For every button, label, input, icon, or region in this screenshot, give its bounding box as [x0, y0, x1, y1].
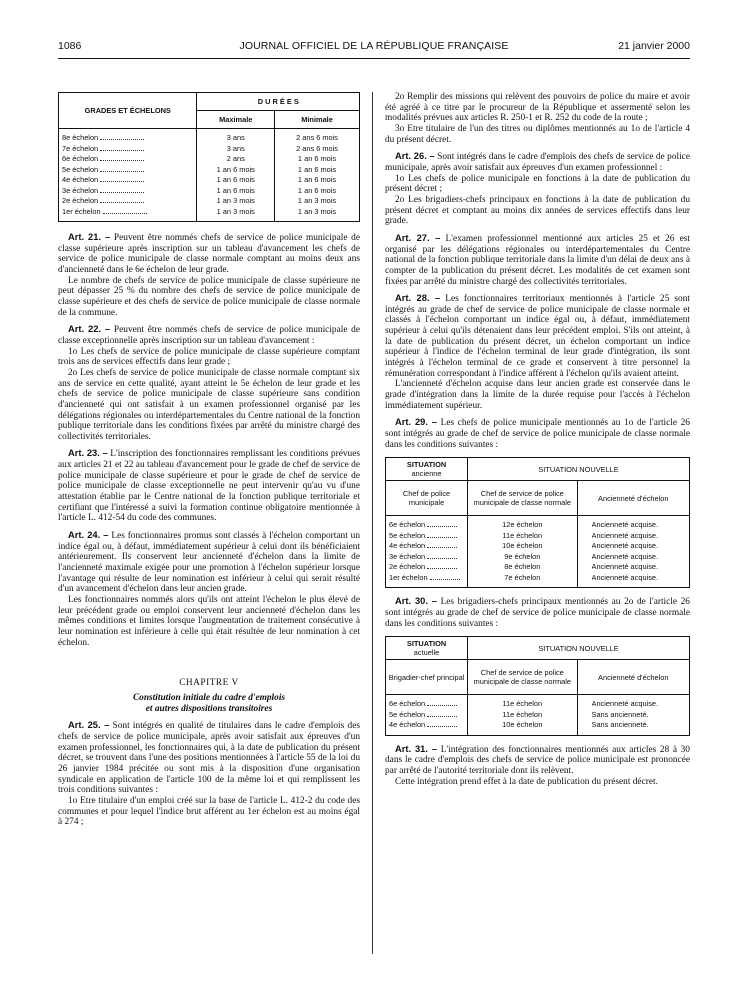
article-29-table [385, 457, 690, 588]
old-echelon-column [386, 695, 468, 736]
paragraph: 2o Remplir des missions qui relèvent des pouvoirs de police du maire et avoir été agréé à ce titre par le procureur de la République et assermenté selon les modalités prévues aux articles R. 250-1 et R. 252 du code de la route ; [385, 92, 690, 124]
article-26: Art. 26. – Sont intégrés dans le cadre d'emplois des chefs de service de police municipale, après avoir satisfait aux épreuves d'un examen professionnel : [385, 151, 690, 173]
table-row: 4e échelon [389, 541, 464, 552]
article-21: Art. 21. – Peuvent être nommés chefs de service de police municipale de classe supérieure après inscription sur un tableau d'avancement les chefs de service de police municipale de classe normale comptant au moins deux ans d'ancienneté dans le 6e échelon de leur grade. [58, 232, 360, 275]
durees-table [58, 92, 360, 222]
article-31: Art. 31. – L'intégration des fonctionnaires mentionnés aux articles 28 à 30 dans le cadre d'emplois des chefs de service de police municipale est prononcée par arrêté de l'autorité territoriale dont ils relèvent. [385, 743, 690, 777]
article-30-table [385, 636, 690, 736]
chapter-heading: CHAPITRE V [179, 678, 239, 689]
table-row: 5e échelon [389, 710, 464, 721]
col2-header: Chef de service de police municipale de classe normale [468, 481, 577, 516]
col-grades-header: GRADES ET ÉCHELONS [59, 93, 197, 129]
table-row: 3e échelon [389, 552, 464, 563]
table-row: 5e échelon [389, 531, 464, 542]
col2-header: Chef de service de police municipale de classe normale [468, 660, 577, 695]
table-row: 6e échelon [389, 520, 464, 531]
new-echelon-column: 11e échelon 11e échelon 10e échelon [468, 695, 577, 736]
chapter-title: et autres dispositions transitoires [145, 703, 273, 714]
paragraph: 2o Les brigadiers-chefs principaux en fonctions à la date de publication du présent décret et comptant au moins dix années de services effectifs dans leur grade. [385, 194, 690, 227]
nouvelle-header: SITUATION NOUVELLE [468, 637, 690, 660]
article-29: Art. 29. – Les chefs de police municipale mentionnés au 1o de l'article 26 sont intégrés au grade de chef de service de police municipale de classe normale dans les conditions suivantes : [385, 417, 690, 450]
nouvelle-header: SITUATION NOUVELLE [468, 458, 690, 481]
col1-header: Brigadier-chef principal [386, 660, 468, 695]
situation-header: SITUATION actuelle [386, 637, 468, 660]
table-row: 8e échelon [62, 133, 193, 144]
paragraph: 1o Les chefs de police municipale en fonctions à la date de publication du présent décret ; [385, 173, 690, 195]
situation-header: SITUATION ancienne [386, 458, 468, 481]
chapter-title: Constitution initiale du cadre d'emplois [132, 692, 286, 703]
left-column [58, 92, 360, 828]
new-echelon-column: 12e échelon 11e échelon 10e échelon 9e échelon 8e échelon 7e échelon [468, 516, 577, 588]
anciennete-column: Ancienneté acquise. Ancienneté acquise. Ancienneté acquise. Ancienneté acquise. Ancienneté acquise. Ancienneté acquise. [577, 516, 689, 588]
col1-header: Chef de police municipale [386, 481, 468, 516]
max-column: 3 ans 3 ans 2 ans 1 an 6 mois 1 an 6 mois 1 an 6 mois 1 an 3 mois 1 an 3 mois [197, 129, 275, 222]
paragraph: Les fonctionnaires nommés alors qu'ils ont atteint l'échelon le plus élevé de leur précédent grade ou emploi conservent leur ancienneté d'échelon dans les mêmes conditions et limites lorsque l'augmentation de traitement consécutive à leur nomination est inférieure à celle qui était résultée de leur nomination à cet échelon. [58, 595, 360, 648]
table-row: 6e échelon [389, 699, 464, 710]
paragraph: 3o Etre titulaire de l'un des titres ou diplômes mentionnés au 1o de l'article 4 du présent décret. [385, 123, 690, 145]
page-header [58, 40, 690, 54]
table-row: 2e échelon [62, 196, 193, 207]
paragraph: Le nombre de chefs de service de police municipale de classe supérieure ne peut dépasser 25 % du nombre des chefs de service de police municipale de classe supérieure et des chefs de service de police municipale de classe normale de la commune. [58, 275, 360, 318]
paragraph: L'ancienneté d'échelon acquise dans leur ancien grade est conservée dans le grade d'intégration dans la limite de la durée requise pour l'accès à l'échelon immédiatement supérieur. [385, 379, 690, 411]
col3-header: Ancienneté d'échelon [577, 481, 689, 516]
table-row: 2e échelon [389, 562, 464, 573]
table-row: 6e échelon [62, 154, 193, 165]
paragraph: 2o Les chefs de service de police municipale de classe normale comptant six ans de service en cette qualité, ayant atteint le 5e échelon de leur grade et les chefs de service de police municipale de classe supérieure sans condition d'ancienneté qui ont satisfait à un examen professionnel organisé par les délégations régionales ou interdépartementales du Centre national de la fonction publique territoriale dans les conditions fixées par arrêté du ministre chargé des collectivités territoriales. [58, 367, 360, 442]
paragraph: 1o Etre titulaire d'un emploi créé sur la base de l'article L. 412-2 du code des communes et pour lequel l'indice brut afférent au 1er échelon est au moins égal à 274 ; [58, 795, 360, 828]
article-23: Art. 23. – L'inscription des fonctionnaires remplissant les conditions prévues aux articles 21 et 22 au tableau d'avancement pour le grade de chef de service de police municipale de classe supérieure et pour le grade de chef de service de police municipale de classe exceptionnelle ne peut intervenir qu'au vu d'une attestation établie par le Centre national de la fonction publique territoriale et certifiant que l'intéressé a suivi la formation continue obligatoire mentionnée à l'article L. 412-54 du code des communes. [58, 448, 360, 524]
table-row: 7e échelon [62, 144, 193, 155]
table-row: 3e échelon [62, 186, 193, 197]
paragraph: Cette intégration prend effet à la date de publication du présent décret. [395, 776, 658, 787]
right-column [385, 92, 690, 787]
table-row: 5e échelon [62, 165, 193, 176]
article-22: Art. 22. – Peuvent être nommés chefs de service de police municipale de classe exceptionnelle après inscription sur un tableau d'avancement : [58, 324, 360, 346]
col-durees-header: D U R É E S [197, 93, 360, 111]
table-row: 4e échelon [62, 175, 193, 186]
old-echelon-column [386, 516, 468, 588]
min-column: 2 ans 6 mois 2 ans 6 mois 1 an 6 mois 1 an 6 mois 1 an 6 mois 1 an 6 mois 1 an 3 mois 1 an 3 mois [275, 129, 360, 222]
article-27: Art. 27. – L'examen professionnel mentionné aux articles 25 et 26 est organisé par les délégations régionales ou interdépartementales du Centre national de la fonction publique territoriale dans la limite d'un délai de deux ans à compter de la publication du présent décret. Les modalités de cet examen sont fixées par arrêté du ministre chargé des collectivités territoriales. [385, 232, 690, 287]
anciennete-column: Ancienneté acquise. Sans ancienneté. Sans ancienneté. [577, 695, 689, 736]
page-number: 1086 [58, 40, 82, 52]
article-28: Art. 28. – Les fonctionnaires territoriaux mentionnés à l'article 25 sont intégrés au grade de chef de service de police municipale de classe normale et classés à l'échelon comportant un indice égal ou, à défaut, immédiatement supérieur à celui qu'ils détenaient dans leur précédent emploi. S'ils ont atteint, à la date de publication du présent décret, un échelon comportant un indice supérieur à l'indice de l'échelon terminal de leur grade d'intégration, ils sont intégrés à l'échelon terminal de ce grade et conservent à titre personnel la rémunération correspondant à l'indice afférent à l'échelon qu'ils avaient atteint. [385, 293, 690, 379]
paragraph: 1o Les chefs de service de police municipale de classe supérieure comptant trois ans de services effectifs dans leur grade ; [58, 346, 360, 368]
article-25: Art. 25. – Sont intégrés en qualité de titulaires dans le cadre d'emplois des chefs de service de police municipale, après avoir satisfait aux épreuves d'un examen professionnel, les fonctionnaires qui, à la date de publication du présent décret, se trouvent dans l'une des positions mentionnées à l'article 55 de la loi du 26 janvier 1984 précitée ou sont mis à la disposition d'une organisation syndicale en application de l'article 100 de la même loi et qui remplissent les trois conditions suivantes : [58, 720, 360, 796]
header-rule [58, 58, 690, 59]
article-24: Art. 24. – Les fonctionnaires promus sont classés à l'échelon comportant un indice égal ou, à défaut, immédiatement supérieur à celui dont ils bénéficiaient antérieurement. Ils conservent leur ancienneté d'échelon dans la limite de l'ancienneté maximale exigée pour une promotion à l'échelon supérieur lorsque l'avantage qui résulte de leur nomination est inférieur à celui qui serait résulté d'un avancement d'échelon dans leur ancien grade. [58, 530, 360, 595]
table-row: 1er échelon [389, 573, 464, 584]
table-row: 1er échelon [62, 207, 193, 218]
column-separator [372, 92, 373, 954]
col-min-header: Minimale [275, 111, 360, 129]
issue-date: 21 janvier 2000 [618, 40, 690, 52]
journal-title: JOURNAL OFFICIEL DE LA RÉPUBLIQUE FRANÇAISE [239, 40, 509, 52]
col-max-header: Maximale [197, 111, 275, 129]
col3-header: Ancienneté d'échelon [577, 660, 689, 695]
table-row: 4e échelon [389, 720, 464, 731]
echelon-column [59, 129, 197, 222]
article-30: Art. 30. – Les brigadiers-chefs principaux mentionnés au 2o de l'article 26 sont intégrés au grade de chef de service de police municipale de classe normale dans les conditions suivantes : [385, 596, 690, 629]
